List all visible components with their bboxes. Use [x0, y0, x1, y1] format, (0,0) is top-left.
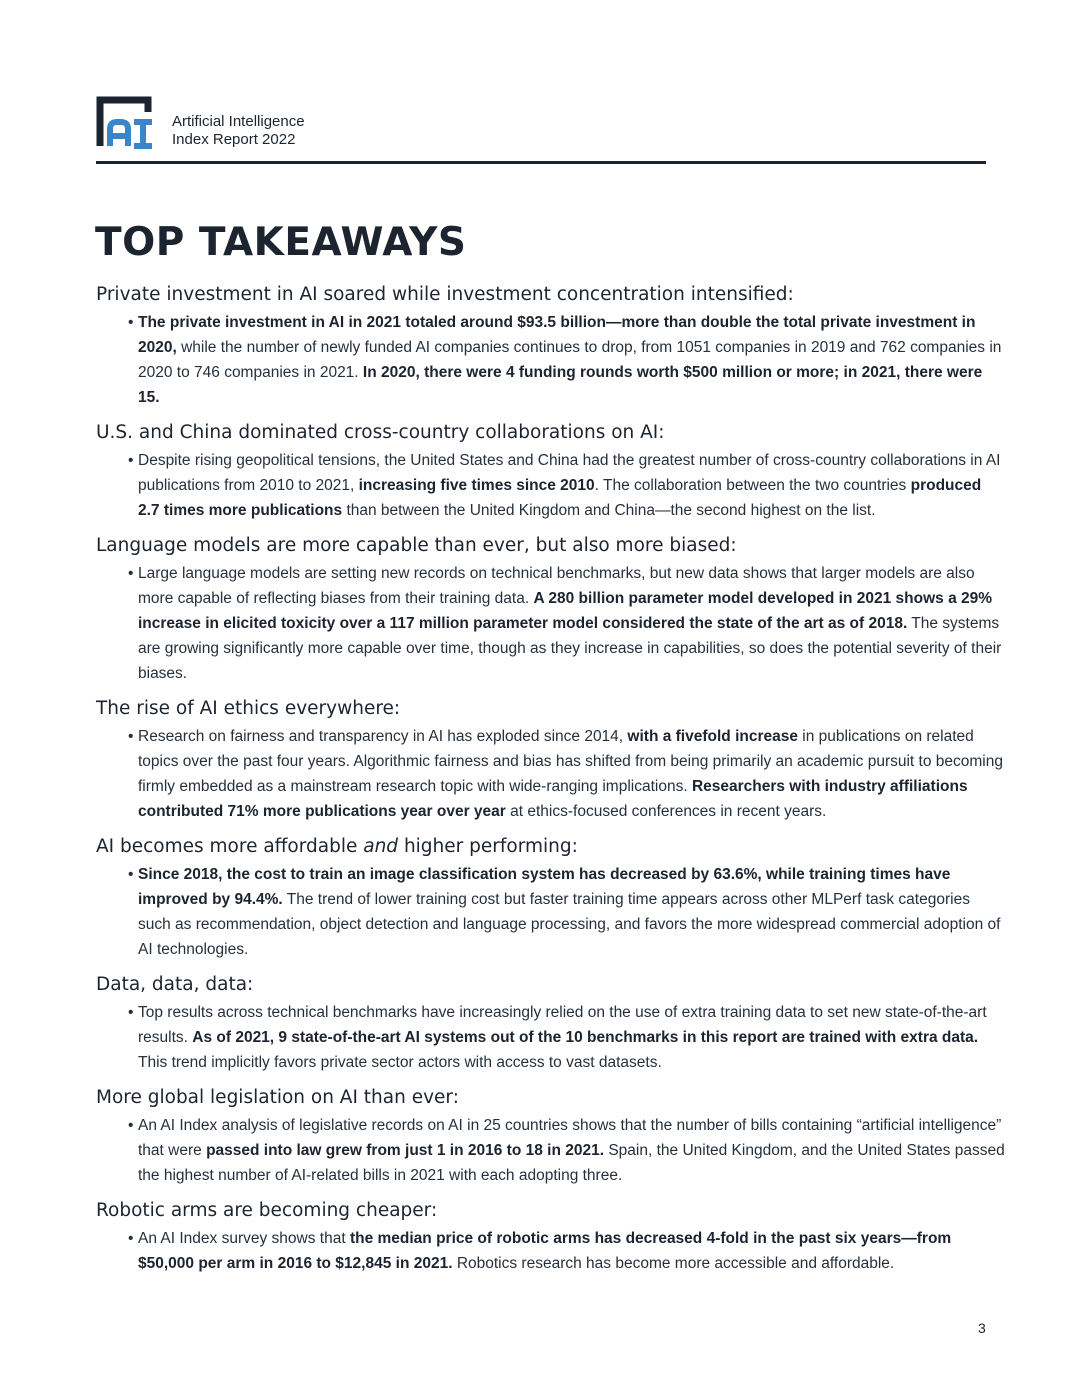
- bullet-icon: •: [128, 1004, 134, 1021]
- report-name-line1: Artificial Intelligence: [172, 113, 305, 130]
- report-name: [172, 113, 305, 149]
- heading-part: higher performing:: [398, 836, 578, 857]
- ai-index-logo-icon: [96, 96, 156, 152]
- bullet-text: while the number of newly funded AI companies continues to drop, from 1051 companies in 2019 and 762 companies in 2020 to 746 companies in 2021.: [138, 339, 1002, 381]
- bullet-icon: •: [128, 728, 134, 745]
- takeaway-section: [96, 972, 1006, 1075]
- header-divider: [96, 161, 986, 164]
- takeaway-section: [96, 420, 1006, 523]
- takeaway-heading: Data, data, data:: [96, 974, 254, 995]
- takeaway-bullet: [96, 1226, 1006, 1276]
- bullet-text: This trend implicitly favors private sector actors with access to vast datasets.: [138, 1054, 662, 1071]
- takeaway-bullet: [96, 862, 1006, 962]
- heading-part: AI becomes more affordable: [96, 836, 364, 857]
- bullet-text: at ethics-focused conferences in recent years.: [505, 803, 827, 820]
- takeaway-bullet: [96, 310, 1006, 410]
- bullet-emphasis: the median price of robotic arms has decreased 4-fold in the past six years—from $50,000 per arm in 2016 to $12,845 in 2021.: [138, 1230, 952, 1272]
- page-number: 3: [978, 1320, 986, 1336]
- bullet-emphasis: As of 2021, 9 state-of-the-art AI systems out of the 10 benchmarks in this report are trained with extra data.: [192, 1029, 979, 1046]
- bullet-text: in publications on related topics over the past four years. Algorithmic fairness and bias has shifted from being primarily an academic pursuit to becoming firmly embedded as a mainstream research topic with wide-ranging implications.: [138, 728, 1003, 795]
- bullet-text: The trend of lower training cost but faster training time appears across other MLPerf task categories such as recommendation, object detection and language processing, and favors the more widespread commercial adoption of AI technologies.: [138, 891, 1001, 958]
- takeaway-bullet: [96, 448, 1006, 523]
- bullet-text: Robotics research has become more accessible and affordable.: [452, 1255, 895, 1272]
- takeaway-heading: Private investment in AI soared while investment concentration intensified:: [96, 284, 794, 305]
- report-header: [96, 96, 986, 152]
- page-title: TOP TAKEAWAYS: [95, 220, 467, 265]
- heading-part: and: [363, 836, 399, 857]
- bullet-text: An AI Index analysis of legislative records on AI in 25 countries shows that the number of bills containing “artificial intelligence” that were: [138, 1117, 1002, 1159]
- bullet-text: . The collaboration between the two countries: [594, 477, 911, 494]
- bullet-emphasis: passed into law grew from just 1 in 2016 to 18 in 2021.: [206, 1142, 605, 1159]
- takeaway-bullet: [96, 561, 1006, 686]
- bullet-icon: •: [128, 565, 134, 582]
- report-name-line2: Index Report 2022: [172, 131, 296, 148]
- takeaway-section: [96, 1198, 1006, 1276]
- bullet-text: The systems are growing significantly more capable over time, though as they increase in capabilities, so does the potential severity of their biases.: [138, 615, 1002, 682]
- bullet-emphasis: Researchers with industry affiliations contributed 71% more publications year over year: [138, 778, 968, 820]
- takeaway-heading: Robotic arms are becoming cheaper:: [96, 1200, 438, 1221]
- takeaway-section: [96, 696, 1006, 824]
- takeaway-heading: The rise of AI ethics everywhere:: [96, 698, 401, 719]
- bullet-text: Large language models are setting new records on technical benchmarks, but new data shows that larger models are also more capable of reflecting biases from their training data.: [138, 565, 975, 607]
- takeaway-section: [96, 282, 1006, 410]
- takeaway-bullet: [96, 1113, 1006, 1188]
- bullet-text: Research on fairness and transparency in AI has exploded since 2014,: [138, 728, 628, 745]
- takeaway-section: [96, 533, 1006, 686]
- takeaway-heading: U.S. and China dominated cross-country collaborations on AI:: [96, 422, 665, 443]
- bullet-text: Spain, the United Kingdom, and the United States passed the highest number of AI-related bills in 2021 with each adopting three.: [138, 1142, 1005, 1184]
- takeaway-section: [96, 1085, 1006, 1188]
- bullet-icon: •: [128, 452, 134, 469]
- bullet-emphasis: In 2020, there were 4 funding rounds worth $500 million or more; in 2021, there were 15.: [138, 364, 983, 406]
- takeaway-section: [96, 834, 1006, 962]
- takeaway-heading: Language models are more capable than ever, but also more biased:: [96, 535, 737, 556]
- bullet-text: than between the United Kingdom and China—the second highest on the list.: [342, 502, 876, 519]
- bullet-emphasis: increasing five times since 2010: [358, 477, 595, 494]
- bullet-emphasis: The private investment in AI in 2021 totaled around $93.5 billion—more than double the total private investment in 2020,: [138, 314, 976, 356]
- bullet-emphasis: Since 2018, the cost to train an image classification system has decreased by 63.6%, while training times have improved by 94.4%.: [138, 866, 951, 908]
- bullet-icon: •: [128, 866, 134, 883]
- bullet-icon: •: [128, 314, 134, 331]
- takeaways-list: [96, 282, 1006, 1286]
- takeaway-bullet: [96, 724, 1006, 824]
- bullet-icon: •: [128, 1230, 134, 1247]
- bullet-emphasis: A 280 billion parameter model developed in 2021 shows a 29% increase in elicited toxicity over a 117 million parameter model considered the state of the art as of 2018.: [138, 590, 993, 632]
- bullet-text: Despite rising geopolitical tensions, the United States and China had the greatest number of cross-country collaborations in AI publications from 2010 to 2021,: [138, 452, 1001, 494]
- bullet-emphasis: with a fivefold increase: [627, 728, 798, 745]
- bullet-emphasis: produced 2.7 times more publications: [138, 477, 982, 519]
- bullet-icon: •: [128, 1117, 134, 1134]
- takeaway-heading: [96, 834, 1006, 860]
- bullet-text: Top results across technical benchmarks have increasingly relied on the use of extra training data to set new state-of-the-art results.: [138, 1004, 987, 1046]
- takeaway-heading: More global legislation on AI than ever:: [96, 1087, 459, 1108]
- bullet-text: An AI Index survey shows that: [138, 1230, 350, 1247]
- takeaway-bullet: [96, 1000, 1006, 1075]
